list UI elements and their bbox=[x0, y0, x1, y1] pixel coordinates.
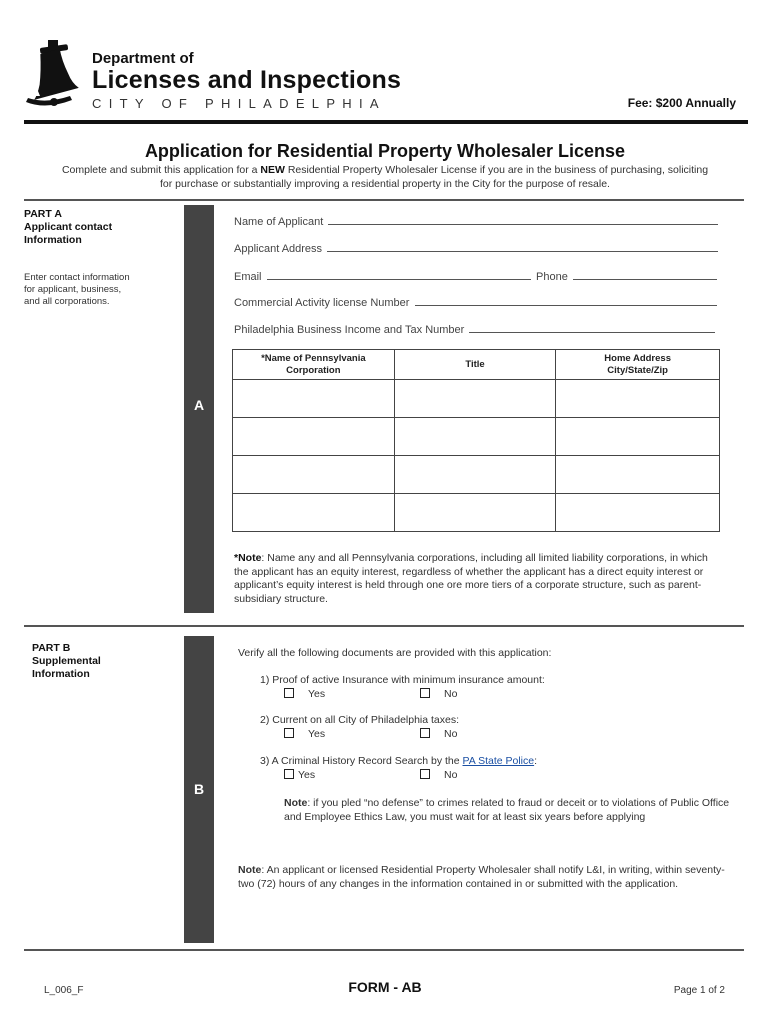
department-name: Licenses and Inspections bbox=[92, 66, 402, 94]
footer-divider bbox=[24, 949, 744, 951]
insurance-no-checkbox[interactable]: No bbox=[420, 688, 457, 700]
table-cell[interactable] bbox=[394, 380, 556, 418]
checkbox-icon bbox=[284, 688, 294, 698]
table-cell[interactable] bbox=[556, 456, 720, 494]
table-row bbox=[233, 494, 720, 532]
table-row bbox=[233, 418, 720, 456]
applicant-name-field[interactable]: Name of Applicant bbox=[234, 215, 718, 228]
part-a-instructions: Enter contact information for applicant, business, and all corporations. bbox=[24, 272, 130, 307]
section-b-divider bbox=[24, 625, 744, 627]
criminal-yes-checkbox[interactable]: Yes bbox=[284, 769, 315, 781]
checkbox-icon bbox=[420, 769, 430, 779]
applicant-address-field[interactable]: Applicant Address bbox=[234, 242, 718, 255]
table-cell[interactable] bbox=[394, 456, 556, 494]
part-b-letter: B bbox=[193, 781, 205, 797]
pa-state-police-link[interactable]: PA State Police bbox=[462, 755, 535, 767]
table-row bbox=[233, 380, 720, 418]
checkbox-icon bbox=[284, 769, 294, 779]
department-of-text: Department of bbox=[92, 50, 194, 67]
criminal-no-checkbox[interactable]: No bbox=[420, 769, 457, 781]
corporations-table bbox=[232, 349, 720, 532]
checkbox-icon bbox=[420, 688, 430, 698]
table-row bbox=[233, 456, 720, 494]
form-intro: Complete and submit this application for a NEW Residential Property Wholesaler License if you are in the business of purchasing, soliciting for purchase or substantially improving a residential property in the City for the purpose of resale. bbox=[61, 164, 709, 190]
form-code: L_006_F bbox=[44, 985, 84, 996]
table-cell[interactable] bbox=[233, 494, 395, 532]
column-header-corporation: *Name of Pennsylvania Corporation bbox=[233, 350, 395, 380]
column-header-address: Home Address City/State/Zip bbox=[556, 350, 720, 380]
header-divider bbox=[24, 120, 748, 124]
table-cell[interactable] bbox=[233, 380, 395, 418]
verify-instruction: Verify all the following documents are provided with this application: bbox=[238, 647, 552, 659]
email-field[interactable]: Email bbox=[234, 270, 531, 283]
question-criminal-record: 3) A Criminal History Record Search by the PA State Police: bbox=[260, 755, 538, 767]
form-id: FORM - AB bbox=[348, 979, 422, 995]
part-a-sidebar bbox=[184, 205, 214, 613]
part-b-sidebar bbox=[184, 636, 214, 943]
corporation-note: *Note: Name any and all Pennsylvania corporations, including all limited liability corporations, in which the applicant has an equity interest, regardless of whether the applicant has a direct equity interest or applicant’s equity interest is held through one ore more tiers of a corporate structure, such as parent-subsidiary structure. bbox=[234, 552, 708, 605]
insurance-yes-checkbox[interactable]: Yes bbox=[284, 688, 325, 700]
no-defense-note: Note: if you pled “no defense” to crimes related to fraud or deceit or to violations of Public Office and Employee Ethics Law, you must wait for at least six years before applying bbox=[284, 797, 730, 823]
checkbox-icon bbox=[420, 728, 430, 738]
taxes-yes-checkbox[interactable]: Yes bbox=[284, 728, 325, 740]
taxes-no-checkbox[interactable]: No bbox=[420, 728, 457, 740]
table-header-row bbox=[233, 350, 720, 380]
column-header-title: Title bbox=[394, 350, 556, 380]
section-a-divider bbox=[24, 199, 744, 201]
part-a-label: PART A Applicant contact Information bbox=[24, 208, 113, 246]
table-cell[interactable] bbox=[556, 418, 720, 456]
table-cell[interactable] bbox=[394, 418, 556, 456]
tax-number-field[interactable]: Philadelphia Business Income and Tax Number bbox=[234, 323, 715, 336]
table-cell[interactable] bbox=[556, 494, 720, 532]
part-a-letter: A bbox=[193, 397, 205, 413]
change-notification-note: Note: An applicant or licensed Residential Property Wholesaler shall notify L&I, in writing, within seventy-two (72) hours of any changes in the information contained in or submitted with the application. bbox=[238, 864, 725, 890]
table-cell[interactable] bbox=[394, 494, 556, 532]
part-b-label: PART B Supplemental Information bbox=[32, 642, 101, 680]
question-taxes: 2) Current on all City of Philadelphia taxes: bbox=[260, 714, 460, 726]
form-title: Application for Residential Property Wholesaler License bbox=[144, 141, 626, 161]
question-insurance: 1) Proof of active Insurance with minimum insurance amount: bbox=[260, 674, 545, 686]
checkbox-icon bbox=[284, 728, 294, 738]
city-name: CITY OF PHILADELPHIA bbox=[92, 96, 386, 111]
page-number: Page 1 of 2 bbox=[673, 985, 725, 996]
table-cell[interactable] bbox=[556, 380, 720, 418]
table-cell[interactable] bbox=[233, 456, 395, 494]
table-cell[interactable] bbox=[233, 418, 395, 456]
commercial-license-field[interactable]: Commercial Activity license Number bbox=[234, 296, 717, 309]
fee-text: Fee: $200 Annually bbox=[627, 96, 736, 110]
phone-field[interactable]: Phone bbox=[536, 270, 717, 283]
liberty-bell-logo-icon bbox=[26, 38, 82, 110]
